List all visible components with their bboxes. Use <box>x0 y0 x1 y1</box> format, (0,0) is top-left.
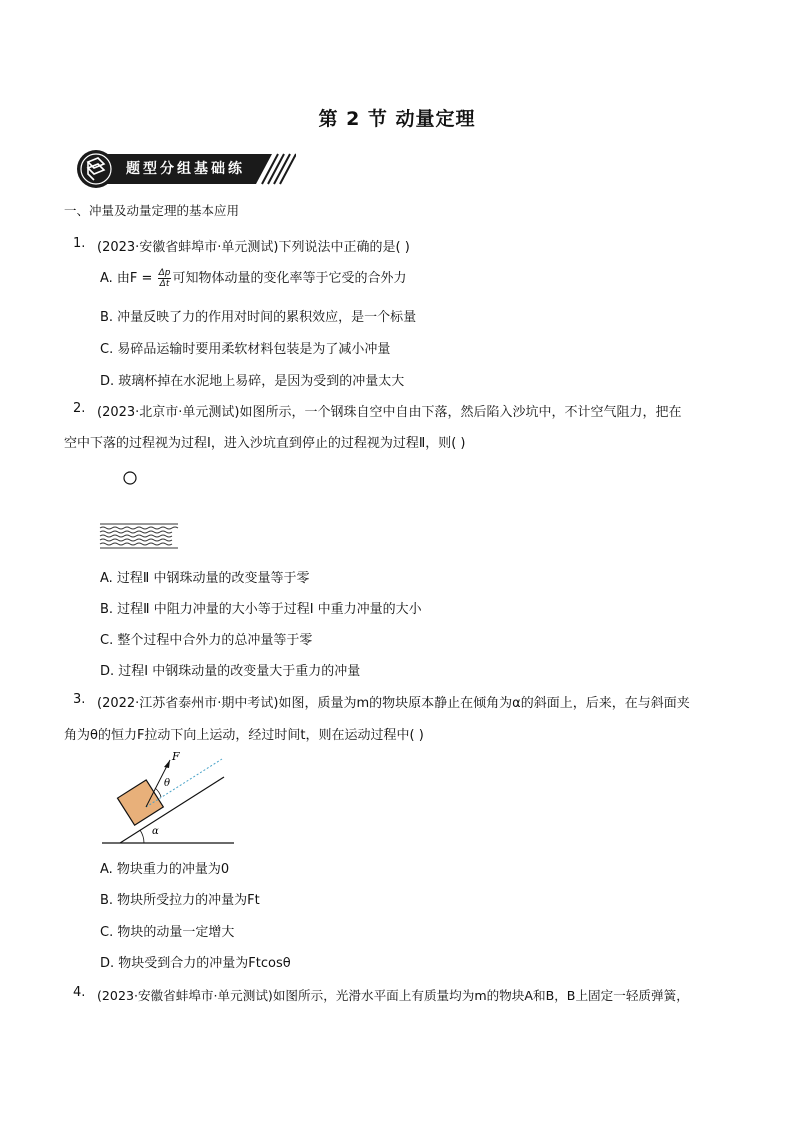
q1-number: 1. <box>73 236 86 251</box>
q1-option-a-suffix: 可知物体动量的变化率等于它受的合外力 <box>172 271 407 286</box>
q1-stem: (2023·安徽省蚌埠市·单元测试)下列说法中正确的是( ) <box>97 240 410 255</box>
banner-label: 题型分组基础练 <box>126 161 245 177</box>
steel-ball <box>124 472 136 484</box>
q1-option-a-prefix: A. 由F = <box>100 271 157 286</box>
q3-stem-line1: (2022·江苏省泰州市·期中考试)如图，质量为m的物块原本静止在倾角为α的斜面上，后来，在与斜面夹 <box>97 696 690 711</box>
q1-option-c: C. 易碎品运输时要用柔软材料包装是为了减小冲量 <box>100 342 391 357</box>
force-label: F <box>172 750 180 763</box>
dashed-incline-extension <box>146 759 222 807</box>
q2-option-d: D. 过程Ⅰ 中钢珠动量的改变量大于重力的冲量 <box>100 664 361 679</box>
q1-option-d: D. 玻璃杯掉在水泥地上易碎，是因为受到的冲量太大 <box>100 374 405 389</box>
q3-number: 3. <box>73 692 86 707</box>
sand-pit <box>100 524 178 548</box>
fraction <box>158 268 172 289</box>
alpha-label: α <box>152 826 159 837</box>
page-title: 第 2 节 动量定理 <box>318 108 476 130</box>
q1-option-a <box>100 267 406 289</box>
fraction-denominator: Δt <box>159 279 170 289</box>
section-heading: 一、冲量及动量定理的基本应用 <box>64 203 240 218</box>
q3-stem-line2: 角为θ的恒力F拉动下向上运动，经过时间t，则在运动过程中( ) <box>64 728 424 743</box>
theta-label: θ <box>164 778 171 789</box>
q2-option-c: C. 整个过程中合外力的总冲量等于零 <box>100 633 313 648</box>
q2-figure <box>96 466 186 552</box>
q2-stem-line2: 空中下落的过程视为过程Ⅰ，进入沙坑直到停止的过程视为过程Ⅱ，则( ) <box>64 436 466 451</box>
alpha-arc <box>140 830 144 843</box>
section-banner <box>74 150 296 188</box>
q2-number: 2. <box>73 401 86 416</box>
q4-stem-line1: (2023·安徽省蚌埠市·单元测试)如图所示，光滑水平面上有质量均为m的物块A和B，B上固定一轻质弹簧， <box>97 988 689 1003</box>
q3-figure <box>100 750 240 850</box>
q1-option-b: B. 冲量反映了力的作用对时间的累积效应，是一个标量 <box>100 310 417 325</box>
q3-option-a: A. 物块重力的冲量为0 <box>100 862 230 877</box>
q2-option-b: B. 过程Ⅱ 中阻力冲量的大小等于过程Ⅰ 中重力冲量的大小 <box>100 602 422 617</box>
q3-option-c: C. 物块的动量一定增大 <box>100 925 235 940</box>
q3-option-d: D. 物块受到合力的冲量为Ftcosθ <box>100 956 291 971</box>
fraction-numerator: Δp <box>158 268 171 278</box>
q2-option-a: A. 过程Ⅱ 中钢珠动量的改变量等于零 <box>100 571 310 586</box>
q2-stem-line1: (2023·北京市·单元测试)如图所示，一个钢珠自空中自由下落，然后陷入沙坑中，不计空气阻力，把在 <box>97 405 682 420</box>
q4-number: 4. <box>73 985 86 1000</box>
q3-option-b: B. 物块所受拉力的冲量为Ft <box>100 893 260 908</box>
